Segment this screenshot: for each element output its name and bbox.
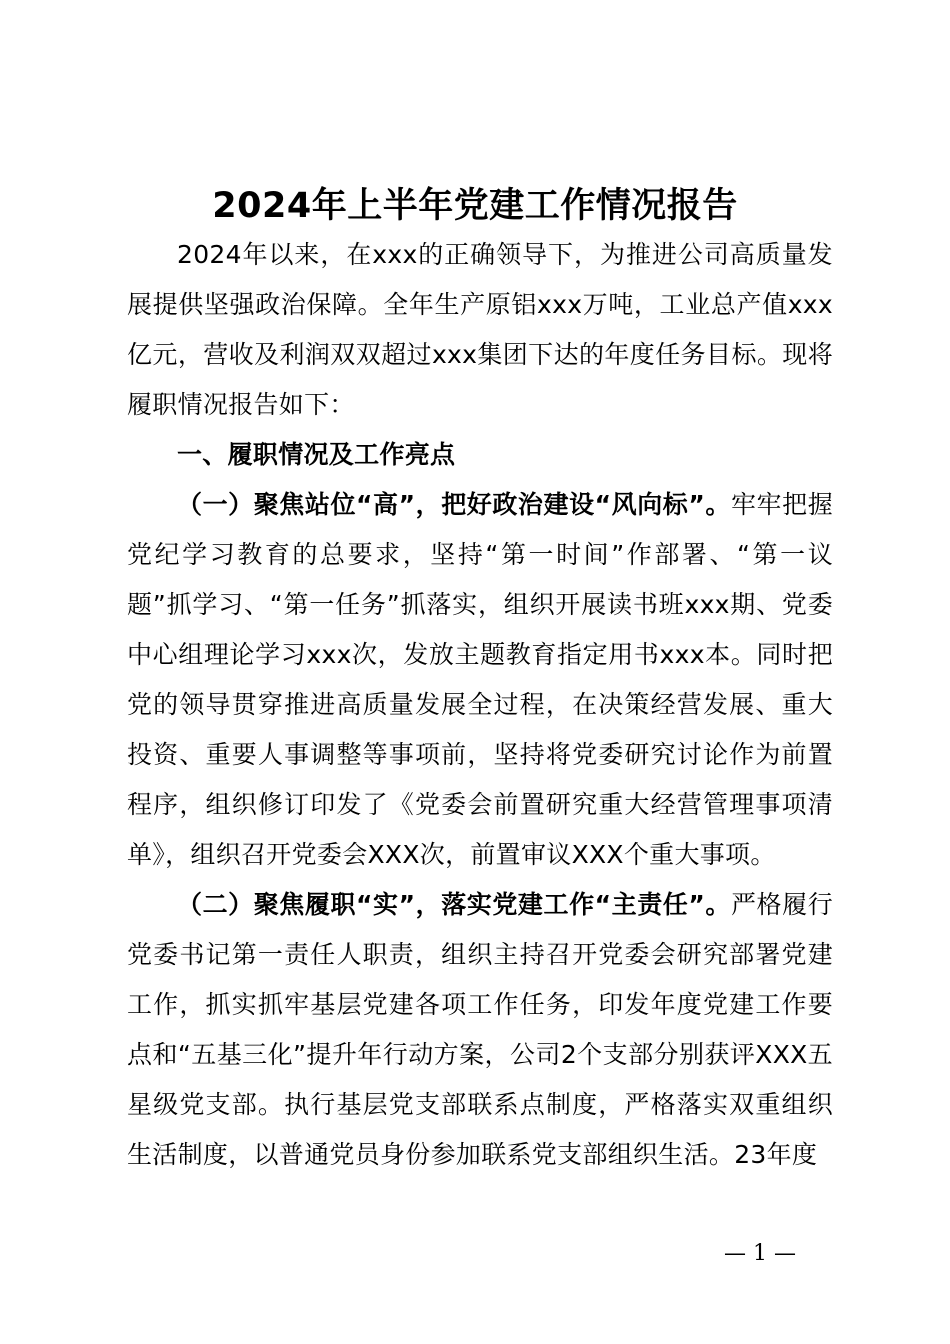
subsection-body-2: 严格履行党委书记第一责任人职责，组织主持召开党委会研究部署党建工作，抓实抓牢基层党建各项工作任务，印发年度党建工作要点和“五基三化”提升年行动方案，公司2个支部分别获评XXX五星级党支部。执行基层党支部联系点制度，严格落实双重组织生活制度，以普通党员身份参加联系党支部组织生活。23年度 — [127, 890, 833, 1169]
intro-paragraph: 2024年以来，在xxx的正确领导下，为推进公司高质量发展提供坚强政治保障。全年生产原铝xxx万吨，工业总产值xxx亿元，营收及利润双双超过xxx集团下达的年度任务目标。现将履职情况报告如下： — [127, 240, 833, 419]
subsection-heading-1: （一）聚焦站位“高”，把好政治建设“风向标”。 — [177, 490, 731, 519]
subsection-body-1: 牢牢把握党纪学习教育的总要求，坚持“第一时间”作部署、“第一议题”抓学习、“第一任务”抓落实，组织开展读书班xxx期、党委中心组理论学习xxx次，发放主题教育指定用书xxx本。同时把党的领导贯穿推进高质量发展全过程，在决策经营发展、重大投资、重要人事调整等事项前，坚持将党委研究讨论作为前置程序，组织修订印发了《党委会前置研究重大经营管理事项清单》，组织召开党委会XXX次，前置审议XXX个重大事项。 — [127, 490, 833, 869]
subsection-heading-2: （二）聚焦履职“实”，落实党建工作“主责任”。 — [177, 890, 731, 919]
subsection-paragraph-1 — [127, 480, 833, 880]
subsection-paragraph-2 — [127, 880, 833, 1180]
document-title: 2024年上半年党建工作情况报告 — [212, 186, 738, 226]
document-body — [127, 230, 833, 1180]
page-number: — 1 — — [724, 1241, 796, 1266]
section-heading: 一、履职情况及工作亮点 — [177, 440, 456, 469]
